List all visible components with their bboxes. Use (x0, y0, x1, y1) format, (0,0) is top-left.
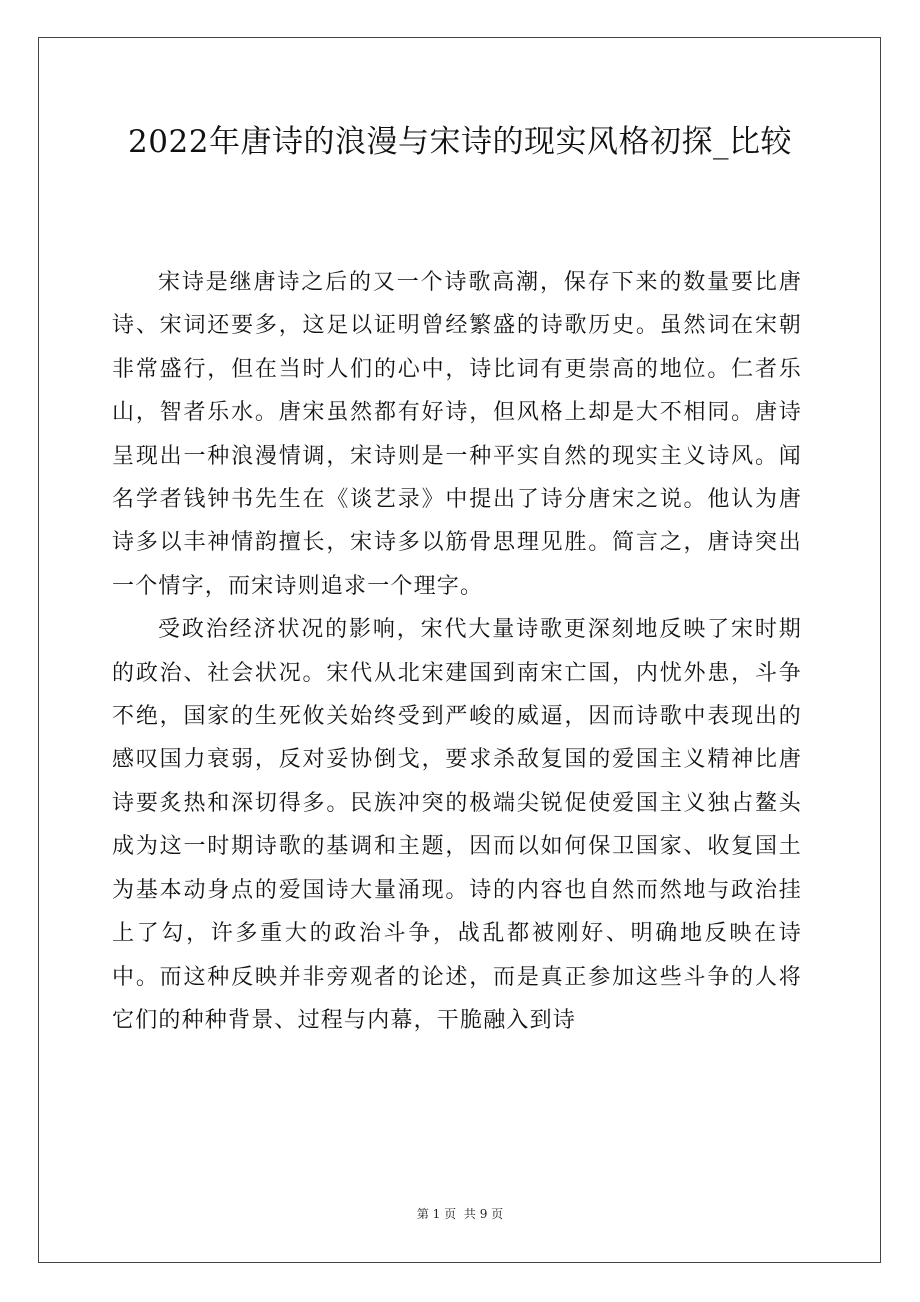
page-total: 共 9 页 (463, 1207, 504, 1221)
paragraph-2: 受政治经济状况的影响，宋代大量诗歌更深刻地反映了宋时期的政治、社会状况。宋代从北宋建国到南宋亡国，内忧外患，斗争不绝，国家的生死攸关始终受到严峻的威逼，因而诗歌中表现出的感叹国力衰弱，反对妥协倒戈，要求杀敌复国的爱国主义精神比唐诗要炙热和深切得多。民族冲突的极端尖锐促使爱国主义独占鳌头成为这一时期诗歌的基调和主题，因而以如何保卫国家、收复国土为基本动身点的爱国诗大量涌现。诗的内容也自然而然地与政治挂上了勾，许多重大的政治斗争，战乱都被刚好、明确地反映在诗中。而这种反映并非旁观者的论述，而是真正参加这些斗争的人将它们的种种背景、过程与内幕，干脆融入到诗 (112, 617, 802, 1033)
document-title: 2022年唐诗的浪漫与宋诗的现实风格初探_比较 (128, 124, 792, 160)
page-footer (0, 1206, 920, 1222)
page-number: 第 1 页 (416, 1207, 457, 1221)
paragraph-1: 宋诗是继唐诗之后的又一个诗歌高潮，保存下来的数量要比唐诗、宋词还要多，这足以证明曾经繁盛的诗歌历史。虽然词在宋朝非常盛行，但在当时人们的心中，诗比词有更崇高的地位。仁者乐山，智者乐水。唐宋虽然都有好诗，但风格上却是大不相同。唐诗呈现出一种浪漫情调，宋诗则是一种平实自然的现实主义诗风。闻名学者钱钟书先生在《谈艺录》中提出了诗分唐宋之说。他认为唐诗多以丰神情韵擅长，宋诗多以筋骨思理见胜。简言之，唐诗突出一个情字，而宋诗则追求一个理字。 (112, 270, 802, 599)
document-body (112, 261, 802, 1042)
